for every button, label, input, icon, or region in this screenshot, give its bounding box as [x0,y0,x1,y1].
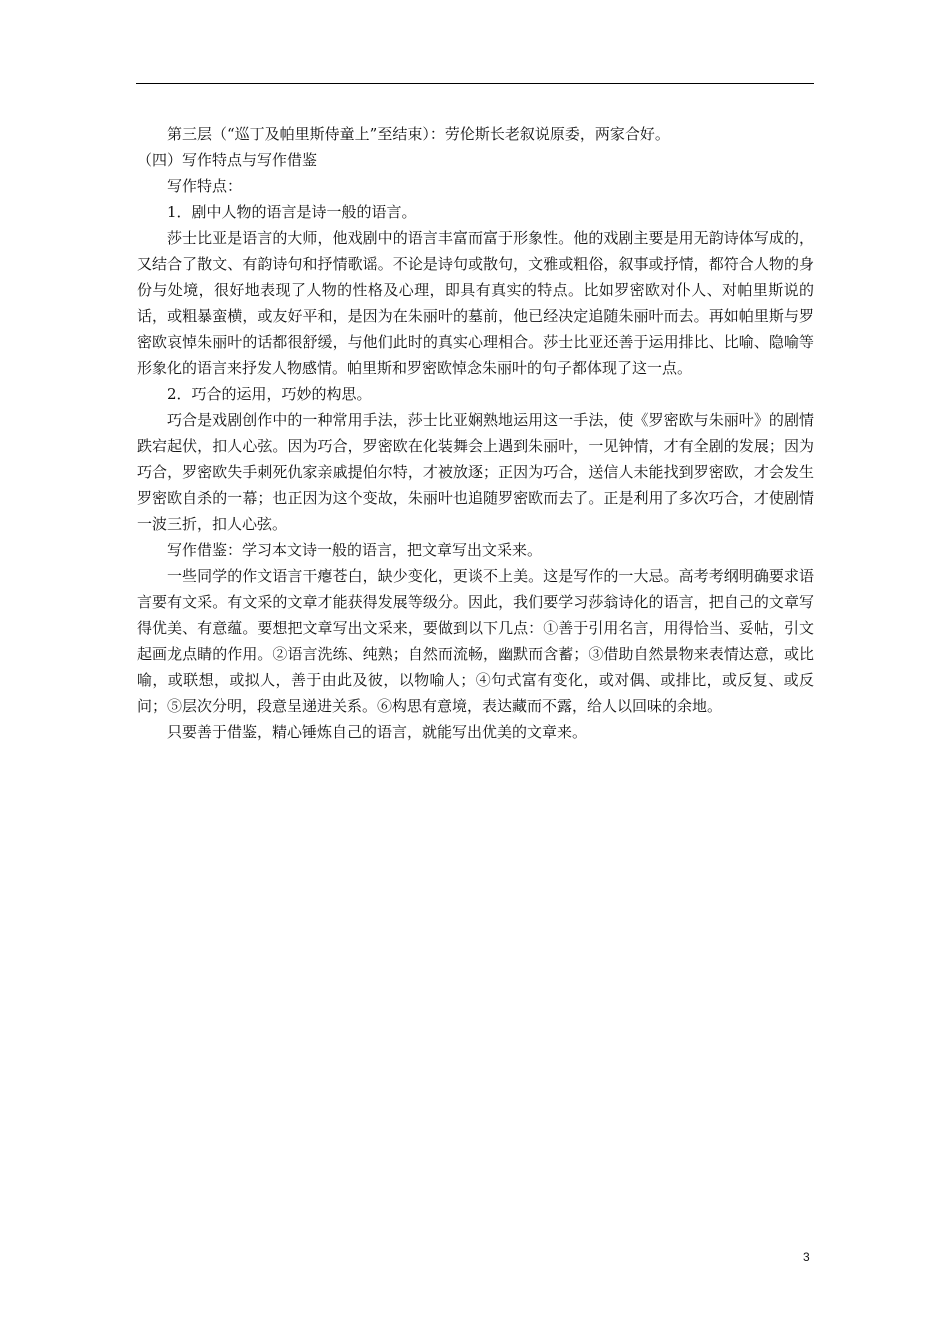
paragraph-writing-advice: 一些同学的作文语言干瘪苍白，缺少变化，更谈不上美。这是写作的一大忌。高考考纲明确要求语言要有文采。有文采的文章才能获得发展等级分。因此，我们要学习莎翁诗化的语言，把自己的文章写得优美、有意蕴。要想把文章写出文采来，要做到以下几点：①善于引用名言，用得恰当、妥帖，引文起画龙点睛的作用。②语言洗练、纯熟；自然而流畅，幽默而含蓄；③借助自然景物来表情达意，或比喻，或联想，或拟人，善于由此及彼，以物喻人；④句式富有变化，或对偶、或排比，或反复、或反问；⑤层次分明，段意呈递进关系。⑥构思有意境，表达藏而不露，给人以回味的余地。 [137,567,814,715]
page-number: 3 [803,1250,810,1264]
section-heading-writing: （四）写作特点与写作借鉴 [137,151,318,169]
subheading-writing-features: 写作特点： [167,177,243,195]
point-two-heading: 2．巧合的运用，巧妙的构思。 [167,385,372,403]
header-rule [136,83,814,84]
paragraph-coincidence: 巧合是戏剧创作中的一种常用手法，莎士比亚娴熟地运用这一手法，使《罗密欧与朱丽叶》的剧情跌宕起伏，扣人心弦。因为巧合，罗密欧在化装舞会上遇到朱丽叶，一见钟情，才有全剧的发展；因为巧合，罗密欧失手刺死仇家亲戚提伯尔特，才被放逐；正因为巧合，送信人未能找到罗密欧，才会发生罗密欧自杀的一幕；也正因为这个变故，朱丽叶也追随罗密欧而去了。正是利用了多次巧合，才使剧情一波三折，扣人心弦。 [137,411,814,533]
paragraph-conclusion: 只要善于借鉴，精心锤炼自己的语言，就能写出优美的文章来。 [167,723,588,741]
document-body [137,121,814,745]
paragraph-language: 莎士比亚是语言的大师，他戏剧中的语言丰富而富于形象性。他的戏剧主要是用无韵诗体写成的，又结合了散文、有韵诗句和抒情歌谣。不论是诗句或散句，文雅或粗俗，叙事或抒情，都符合人物的身份与处境，很好地表现了人物的性格及心理，即具有真实的特点。比如罗密欧对仆人、对帕里斯说的话，或粗暴蛮横，或友好平和，是因为在朱丽叶的墓前，他已经决定追随朱丽叶而去。再如帕里斯与罗密欧哀悼朱丽叶的话都很舒缓，与他们此时的真实心理相合。莎士比亚还善于运用排比、比喻、隐喻等形象化的语言来抒发人物感情。帕里斯和罗密欧悼念朱丽叶的句子都体现了这一点。 [137,229,814,377]
point-one-heading: 1．剧中人物的语言是诗一般的语言。 [167,203,417,221]
paragraph-section-three: 第三层（“巡丁及帕里斯侍童上”至结束）：劳伦斯长老叙说原委，两家合好。 [167,125,670,143]
subheading-writing-reference: 写作借鉴：学习本文诗一般的语言，把文章写出文采来。 [167,541,543,559]
